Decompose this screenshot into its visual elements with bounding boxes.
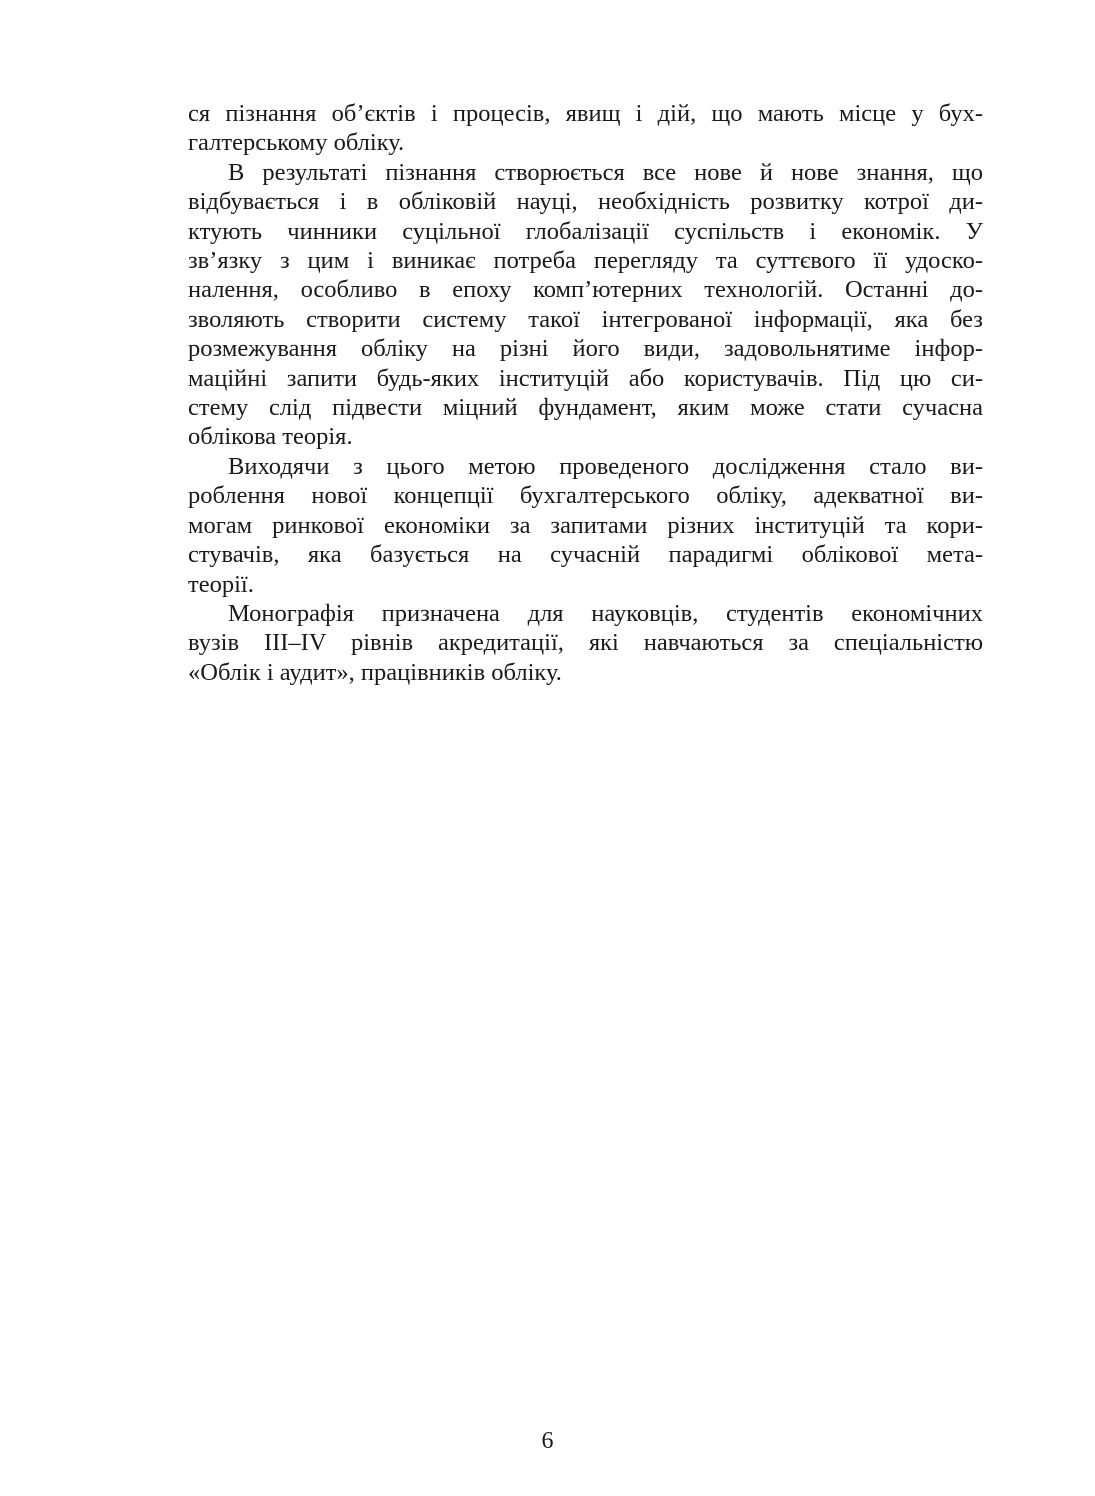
- text-line: ктують чинники суцільної глобалізації суспільств і економік. У: [188, 217, 983, 245]
- text-line: зволяють створити систему такої інтегрованої інформації, яка без: [188, 305, 983, 333]
- paragraph-1: [188, 99, 983, 158]
- text-line: зв’язку з цим і виникає потреба перегляду та суттєвого її удоско-: [188, 247, 983, 275]
- text-line: маційні запити будь-яких інституцій або користувачів. Під цю си-: [188, 364, 983, 392]
- text-line: роблення нової концепції бухгалтерського обліку, адекватної ви-: [188, 482, 983, 510]
- text-line: Виходячи з цього метою проведеного дослідження стало ви-: [228, 452, 983, 480]
- text-line: облікова теорія.: [188, 423, 353, 451]
- text-line: налення, особливо в епоху комп’ютерних технологій. Останні до-: [188, 276, 983, 304]
- text-line: вузів ІІІ–IV рівнів акредитації, які навчаються за спеціальністю: [188, 629, 983, 657]
- text-line: відбувається і в обліковій науці, необхідність розвитку котрої ди-: [188, 188, 983, 216]
- text-line: В результаті пізнання створюється все нове й нове знання, що: [228, 158, 983, 186]
- body-text: [188, 99, 983, 687]
- text-line: розмежування обліку на різні його види, задовольнятиме інфор-: [188, 335, 983, 363]
- text-line: теорії.: [188, 570, 254, 598]
- text-line: стувачів, яка базується на сучасній парадигмі облікової мета-: [188, 541, 983, 569]
- text-line: ся пізнання об’єктів і процесів, явищ і дій, що мають місце у бух-: [188, 100, 983, 127]
- text-line: могам ринкової економіки за запитами різних інституцій та кори-: [188, 511, 983, 539]
- text-line: галтерському обліку.: [188, 129, 405, 157]
- paragraph-2: [188, 158, 983, 452]
- text-line: «Облік і аудит», працівників обліку.: [188, 658, 562, 686]
- page-number: 6: [541, 1428, 554, 1454]
- paragraph-4: [188, 599, 983, 687]
- paragraph-3: [188, 452, 983, 599]
- text-line: Монографія призначена для науковців, студентів економічних: [228, 599, 983, 627]
- text-line: стему слід підвести міцний фундамент, яким може стати сучасна: [188, 394, 983, 422]
